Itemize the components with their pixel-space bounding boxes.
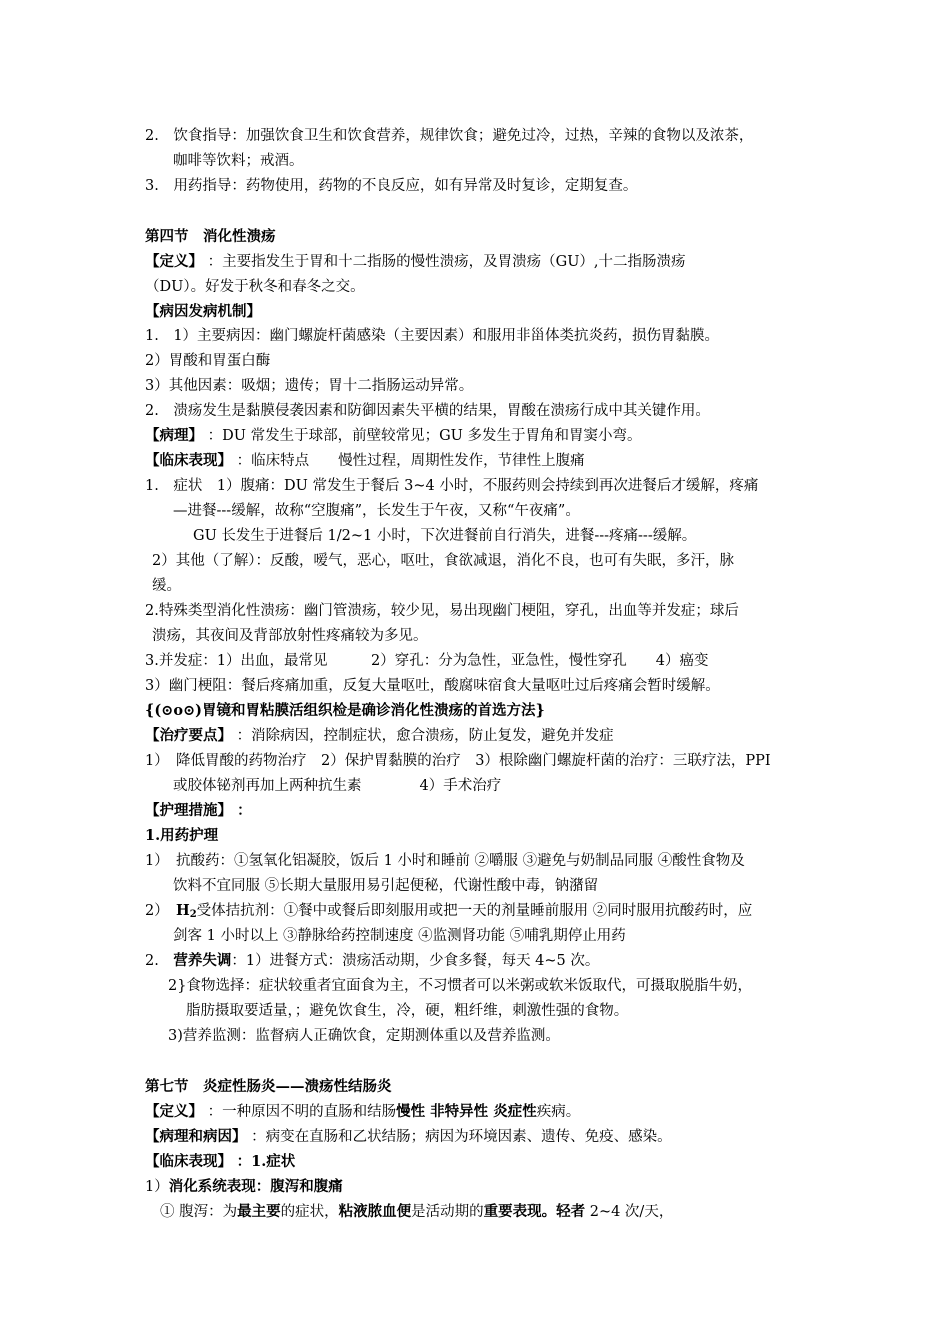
section-heading-peptic-ulcer: 第四节 消化性溃疡 (145, 228, 276, 245)
symptom-line-3: GU 长发生于进餐后 1/2~1 小时，下次进餐前自行消失，进餐---疼痛---缓解。 (193, 528, 697, 544)
uc-clinical-line: 【临床表现】 ：1.症状 (145, 1153, 296, 1170)
complications-line-2: 3）幽门梗阻：餐后疼痛加重，反复大量呕吐，酸腐味宿食大量呕吐过后疼痛会暂时缓解。 (145, 678, 720, 694)
medication-guidance-line: 3. 用药指导：药物使用，药物的不良反应，如有异常及时复诊，定期复查。 (145, 178, 638, 194)
nursing-heading: 【护理措施】 ： (145, 802, 252, 819)
other-symptoms-line-1: 2）其他（了解）：反酸，嗳气，恶心，呕吐，食欲减退，消化不良，也可有失眠，多汗，脉 (152, 553, 734, 569)
h2-blocker-line-2: 剑客 1 小时以上 ③静脉给药控制速度 ④监测肾功能 ⑤哺乳期停止用药 (173, 928, 626, 944)
etiology-line-1: 1. 1）主要病因：幽门螺旋杆菌感染（主要因素）和服用非甾体类抗炎药，损伤胃黏膜。 (145, 328, 720, 344)
special-types-line-1: 2.特殊类型消化性溃疡：幽门管溃疡，较少见，易出现幽门梗阻，穿孔，出血等并发症；球后 (145, 603, 739, 619)
diet-guidance-line-1: 2. 饮食指导：加强饮食卫生和饮食营养，规律饮食；避免过冷，过热，辛辣的食物以及浓茶， (145, 128, 754, 144)
special-types-line-2: 溃疡，其夜间及背部放射性疼痛较为多见。 (152, 628, 428, 644)
diagnosis-note: {(⊙o⊙)胃镜和胃粘膜活组织检是确诊消化性溃疡的首选方法} (145, 702, 545, 719)
pathology-line: 【病理】 ：DU 常发生于球部，前壁较常见；GU 多发生于胃角和胃窦小弯。 (145, 427, 642, 444)
medication-care-heading: 1.用药护理 (145, 827, 219, 844)
treatment-label: 【治疗要点】 (145, 727, 232, 744)
nutrition-line-1: 2. 营养失调：1）进餐方式：溃疡活动期，少食多餐，每天 4~5 次。 (145, 952, 600, 969)
uc-diarrhea-line: ① 腹泻：为最主要的症状，粘液脓血便是活动期的重要表现。轻者 2~4 次/天， (160, 1203, 674, 1220)
nutrition-line-3: 脂肪摄取要适量，；避免饮食生，冷，硬，粗纤维，刺激性强的食物。 (186, 1003, 629, 1019)
symptom-line-1: 1. 症状 1）腹痛：DU 常发生于餐后 3~4 小时，不服药则会持续到再次进餐后才缓解，疼痛 (145, 478, 759, 494)
etiology-line-3: 3）其他因素：吸烟；遗传；胃十二指肠运动异常。 (145, 378, 474, 394)
uc-clinical-label: 【临床表现】 (145, 1153, 232, 1170)
treatment-heading-line: 【治疗要点】 ：消除病因，控制症状，愈合溃疡，防止复发，避免并发症 (145, 727, 614, 744)
etiology-heading: 【病因发病机制】 (145, 303, 261, 320)
complications-line-1: 3.并发症：1）出血，最常见 2）穿孔：分为急性，亚急性，慢性穿孔 4）癌变 (145, 653, 709, 669)
definition-label: 【定义】 (145, 253, 203, 270)
treatment-line-2: 或胶体铋剂再加上两种抗生素 4）手术治疗 (173, 778, 502, 794)
treatment-line-1: 1） 降低胃酸的药物治疗 2）保护胃黏膜的治疗 3）根除幽门螺旋杆菌的治疗：三联疗法，PPI (145, 753, 771, 769)
antacid-line-1: 1） 抗酸药：①氢氧化铝凝胶，饭后 1 小时和睡前 ②嚼服 ③避免与奶制品同服 ④酸性食物及 (145, 853, 745, 869)
definition-line-2: （DU）。好发于秋冬和春冬之交。 (145, 279, 365, 295)
uc-definition-line: 【定义】 ：一种原因不明的直肠和结肠慢性 非特异性 炎症性疾病。 (145, 1103, 581, 1120)
nutrition-line-4: 3)营养监测：监督病人正确饮食，定期测体重以及营养监测。 (168, 1028, 560, 1044)
etiology-line-2: 2）胃酸和胃蛋白酶 (145, 353, 271, 369)
other-symptoms-line-2: 缓。 (152, 578, 181, 594)
nutrition-line-2: 2}食物选择：症状较重者宜面食为主，不习惯者可以米粥或软米饭取代，可摄取脱脂牛奶， (168, 978, 752, 994)
uc-digestive-line: 1）消化系统表现：腹泻和腹痛 (145, 1178, 343, 1195)
clinical-heading-line: 【临床表现】 ：临床特点 慢性过程，周期性发作，节律性上腹痛 (145, 452, 585, 469)
etiology-line-4: 2. 溃疡发生是黏膜侵袭因素和防御因素失平横的结果，胃酸在溃疡行成中其关键作用。 (145, 403, 710, 419)
h2-blocker-line-1: 2） $H_2$受体拮抗剂：①餐中或餐后即刻服用或把一天的剂量睡前服用 ②同时服用抗酸药时，应 (145, 902, 753, 920)
definition-line-1: 【定义】 ：主要指发生于胃和十二指肠的慢性溃疡，及胃溃疡（GU）,十二指肠溃疡 (145, 253, 686, 270)
pathology-label: 【病理】 (145, 427, 203, 444)
uc-pathology-line: 【病理和病因】 ：病变在直肠和乙状结肠；病因为环境因素、遗传、免疫、感染。 (145, 1128, 672, 1145)
uc-pathology-label: 【病理和病因】 (145, 1128, 247, 1145)
uc-definition-label: 【定义】 (145, 1103, 203, 1120)
diet-guidance-line-2: 咖啡等饮料；戒酒。 (173, 153, 304, 169)
clinical-label: 【临床表现】 (145, 452, 232, 469)
antacid-line-2: 饮料不宜同服 ⑤长期大量服用易引起便秘，代谢性酸中毒，钠潴留 (173, 878, 599, 894)
symptom-line-2: —进餐---缓解，故称“空腹痛”，长发生于午夜，又称“午夜痛”。 (173, 503, 580, 519)
section-heading-ulcerative-colitis: 第七节 炎症性肠炎——溃疡性结肠炎 (145, 1078, 392, 1095)
